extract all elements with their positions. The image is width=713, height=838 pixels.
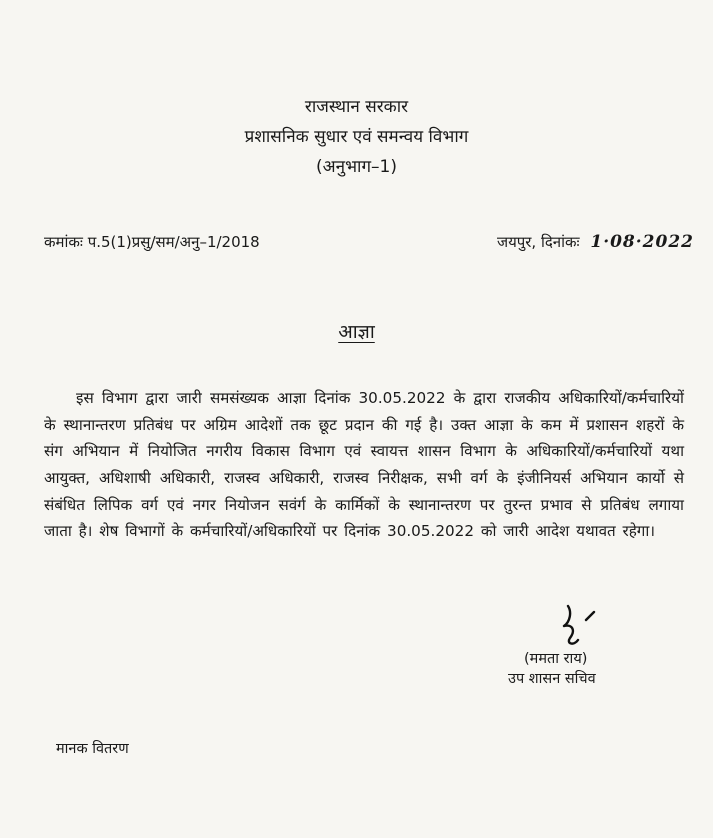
order-title: आज्ञा	[338, 321, 375, 343]
letterhead	[0, 92, 713, 182]
section-name: (अनुभाग–1)	[316, 157, 397, 177]
signatory-name: (ममता राय)	[524, 651, 588, 667]
distribution-label: मानक वितरण	[56, 741, 129, 757]
signatory-designation: उप शासन सचिव	[508, 671, 596, 687]
signature-mark	[550, 600, 610, 650]
place-date-label: जयपुर, दिनांकः	[496, 233, 580, 251]
department-name: प्रशासनिक सुधार एवं समन्वय विभाग	[244, 127, 469, 147]
place-date	[497, 232, 694, 252]
order-body: इस विभाग द्वारा जारी समसंख्यक आज्ञा दिनांक 30.05.2022 के द्वारा राजकीय अधिकारियों/कर्मचारियों के स्थानान्तरण प्रतिबंध पर अग्रिम आदेशों तक छूट प्रदान की गई है। उक्त आज्ञा के कम में प्रशासन शहरों के संग अभियान में नियोजित नगरीय विकास विभाग एवं स्वायत्त शासन विभाग के अधिकारियों/कर्मचारियों यथा आयुक्त, अधिशाषी अधिकारी, राजस्व अधिकारी, राजस्व निरीक्षक, सभी वर्ग के इंजीनियर्स अभियान कार्यो से संबंधित लिपिक वर्ग एवं नगर नियोजन सवंर्ग के कार्मिकों के स्थानान्तरण पर तुरन्त प्रभाव से प्रतिबंध लगाया जाता है। शेष विभागों के कर्मचारियों/अधिकारियों पर दिनांक 30.05.2022 को जारी आदेश यथावत रहेगा।	[44, 389, 684, 541]
government-name: राजस्थान सरकार	[304, 97, 409, 117]
reference-row	[44, 232, 694, 258]
handwritten-date: 1·08·2022	[590, 232, 694, 252]
reference-number: कमांकः प.5(1)प्रसु/सम/अनु–1/2018	[44, 233, 260, 251]
